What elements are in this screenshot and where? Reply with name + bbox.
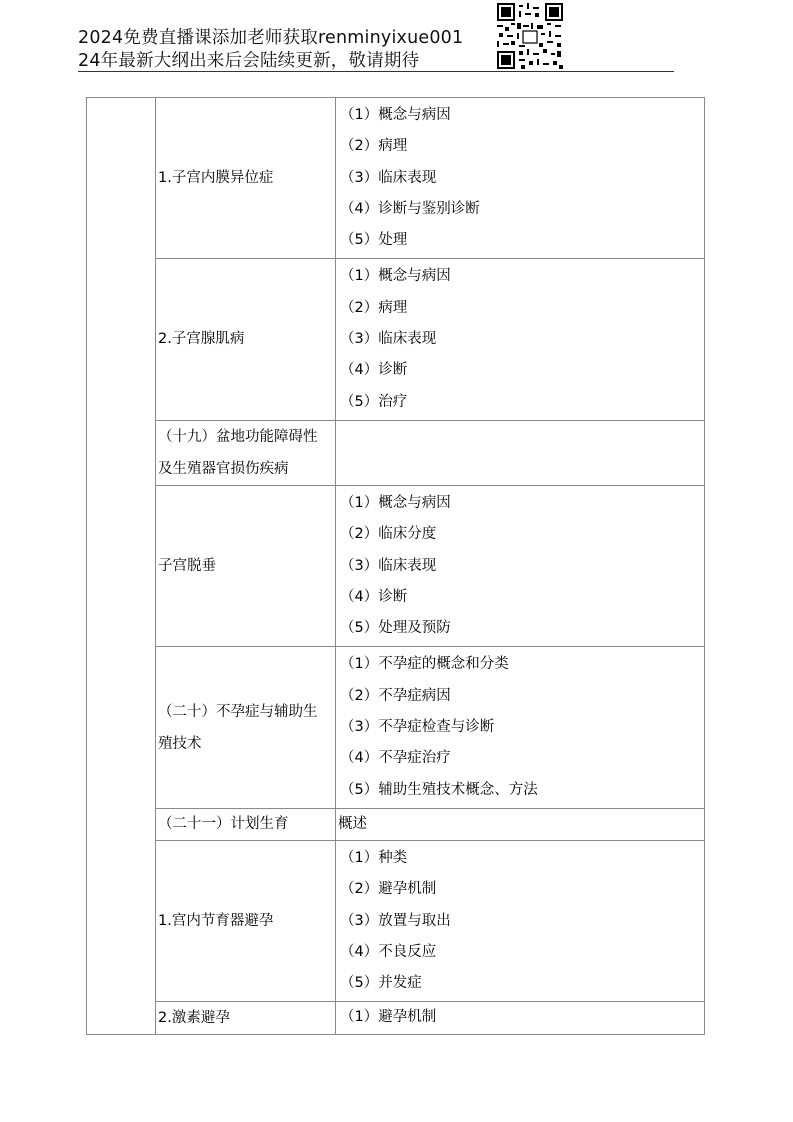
table-row: [87, 420, 705, 485]
requirement-item: （5）处理: [340, 232, 408, 249]
table-row: [87, 808, 705, 840]
requirement-item: （5）处理及预防: [340, 620, 451, 637]
requirement-item: （5）治疗: [340, 393, 408, 410]
chapter-cell: [87, 98, 156, 1035]
syllabus-table: [86, 97, 705, 1035]
requirement-item: （1）种类: [340, 849, 408, 866]
requirement-item: （5）并发症: [340, 975, 422, 992]
topic-cell: （十九）盆地功能障碍性 及生殖器官损伤疾病: [156, 420, 336, 485]
table-row: [87, 647, 705, 808]
table-row: [87, 840, 705, 1001]
qr-code-icon: [497, 3, 563, 69]
requirement-item: （1）避孕机制: [340, 1009, 437, 1026]
requirement-cell: [336, 98, 705, 259]
requirement-item: （4）不良反应: [340, 943, 437, 960]
requirement-cell: [336, 647, 705, 808]
requirement-cell: 概述: [336, 808, 705, 840]
table-row: [87, 485, 705, 646]
requirement-item: （5）辅助生殖技术概念、方法: [340, 781, 538, 798]
topic-cell: 子宫脱垂: [156, 485, 336, 646]
requirement-item: （3）临床表现: [340, 169, 437, 186]
requirement-cell: [336, 485, 705, 646]
topic-cell: 1.宫内节育器避孕: [156, 840, 336, 1001]
requirement-item: （4）诊断与鉴别诊断: [340, 200, 480, 217]
requirement-item: （1）概念与病因: [340, 494, 451, 511]
requirement-cell: [336, 1002, 705, 1034]
header-promo-line: 2024免费直播课添加老师获取renminyixue001: [78, 28, 464, 48]
requirement-item: （3）不孕症检查与诊断: [340, 719, 495, 736]
requirement-item: （2）病理: [340, 299, 408, 316]
requirement-item: （1）概念与病因: [340, 268, 451, 285]
requirement-item: （2）临床分度: [340, 526, 437, 543]
topic-cell: （二十）不孕症与辅助生 殖技术: [156, 647, 336, 808]
requirement-item: （3）放置与取出: [340, 912, 451, 929]
requirement-item: （4）不孕症治疗: [340, 750, 451, 767]
requirement-item: （3）临床表现: [340, 557, 437, 574]
requirement-item: （1）概念与病因: [340, 107, 451, 123]
topic-cell: （二十一）计划生育: [156, 808, 336, 840]
topic-cell: 1.子宫内膜异位症: [156, 98, 336, 259]
requirement-cell: [336, 420, 705, 485]
requirement-item: （4）诊断: [340, 362, 408, 379]
requirement-cell: [336, 840, 705, 1001]
requirement-item: （1）不孕症的概念和分类: [340, 656, 509, 673]
table-row: [87, 98, 705, 259]
table-row: [87, 259, 705, 420]
table-row: [87, 1002, 705, 1034]
requirement-item: （2）病理: [340, 138, 408, 155]
requirement-item: （4）诊断: [340, 588, 408, 605]
header-divider: [78, 71, 674, 72]
requirement-item: （2）不孕症病因: [340, 687, 451, 704]
topic-cell: 2.子宫腺肌病: [156, 259, 336, 420]
topic-cell: 2.激素避孕: [156, 1002, 336, 1034]
requirement-cell: [336, 259, 705, 420]
header-notice-line: 24年最新大纲出来后会陆续更新，敬请期待: [78, 51, 420, 71]
page-header: [78, 0, 674, 74]
requirement-item: （3）临床表现: [340, 331, 437, 348]
requirement-item: （2）避孕机制: [340, 881, 437, 898]
